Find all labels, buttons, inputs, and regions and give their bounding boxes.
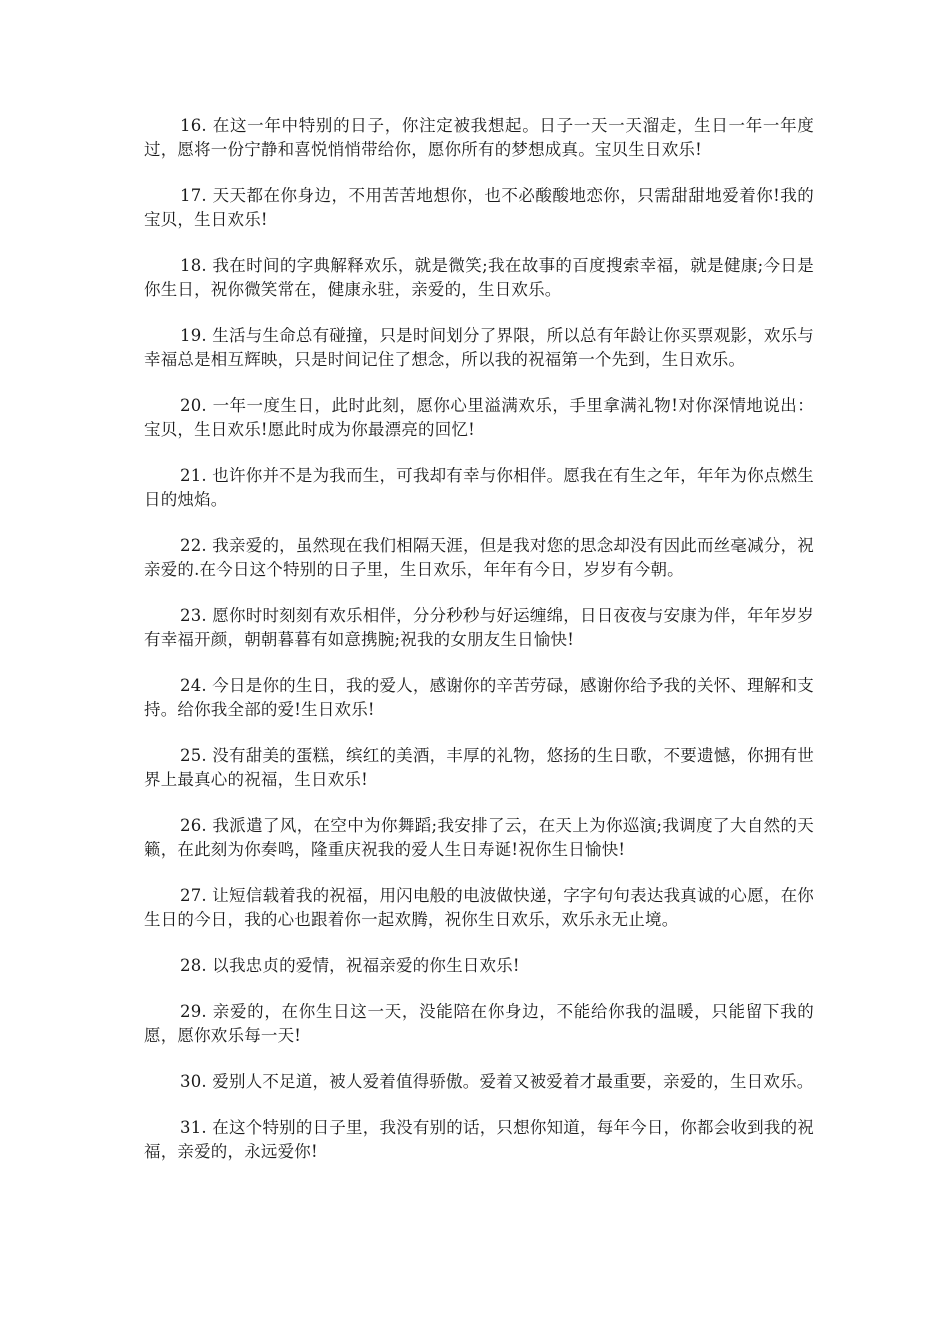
wish-paragraph-22: 22. 我亲爱的，虽然现在我们相隔天涯，但是我对您的思念却没有因此而丝毫减分，祝亲爱的.在今日这个特别的日子里，生日欢乐，年年有今日，岁岁有今朝。	[144, 536, 814, 579]
wish-paragraph-19: 19. 生活与生命总有碰撞，只是时间划分了界限，所以总有年龄让你买票观影，欢乐与幸福总是相互辉映，只是时间记住了想念，所以我的祝福第一个先到，生日欢乐。	[144, 326, 814, 369]
wish-paragraph-30: 30. 爱别人不足道，被人爱着值得骄傲。爱着又被爱着才最重要，亲爱的，生日欢乐。	[180, 1072, 814, 1091]
wish-paragraph-23: 23. 愿你时时刻刻有欢乐相伴，分分秒秒与好运缠绵，日日夜夜与安康为伴，年年岁岁有幸福开颜，朝朝暮暮有如意携腕;祝我的女朋友生日愉快!	[144, 606, 814, 649]
document-body	[144, 114, 814, 1186]
wish-paragraph-31: 31. 在这个特别的日子里，我没有别的话，只想你知道，每年今日，你都会收到我的祝福，亲爱的，永远爱你!	[144, 1118, 814, 1161]
wish-paragraph-21: 21. 也许你并不是为我而生，可我却有幸与你相伴。愿我在有生之年，年年为你点燃生日的烛焰。	[144, 466, 814, 509]
wish-paragraph-17: 17. 天天都在你身边，不用苦苦地想你，也不必酸酸地恋你，只需甜甜地爱着你!我的宝贝，生日欢乐!	[144, 186, 814, 229]
wish-paragraph-25: 25. 没有甜美的蛋糕，缤红的美酒，丰厚的礼物，悠扬的生日歌，不要遗憾，你拥有世界上最真心的祝福，生日欢乐!	[144, 746, 814, 789]
wish-paragraph-26: 26. 我派遣了风，在空中为你舞蹈;我安排了云，在天上为你巡演;我调度了大自然的天籁，在此刻为你奏鸣，隆重庆祝我的爱人生日寿诞!祝你生日愉快!	[144, 816, 814, 859]
wish-paragraph-18: 18. 我在时间的字典解释欢乐，就是微笑;我在故事的百度搜索幸福，就是健康;今日是你生日，祝你微笑常在，健康永驻，亲爱的，生日欢乐。	[144, 256, 814, 299]
wish-paragraph-20: 20. 一年一度生日，此时此刻，愿你心里溢满欢乐，手里拿满礼物!对你深情地说出：宝贝，生日欢乐!愿此时成为你最漂亮的回忆!	[144, 396, 814, 439]
wish-paragraph-16: 16. 在这一年中特别的日子，你注定被我想起。日子一天一天溜走，生日一年一年度过，愿将一份宁静和喜悦悄悄带给你，愿你所有的梦想成真。宝贝生日欢乐!	[144, 116, 814, 159]
wish-paragraph-28: 28. 以我忠贞的爱情，祝福亲爱的你生日欢乐!	[180, 956, 520, 975]
wish-paragraph-24: 24. 今日是你的生日，我的爱人，感谢你的辛苦劳碌，感谢你给予我的关怀、理解和支持。给你我全部的爱!生日欢乐!	[144, 676, 814, 719]
wish-paragraph-29: 29. 亲爱的，在你生日这一天，没能陪在你身边，不能给你我的温暖，只能留下我的愿，愿你欢乐每一天!	[144, 1002, 814, 1045]
wish-paragraph-27: 27. 让短信载着我的祝福，用闪电般的电波做快递，字字句句表达我真诚的心愿，在你生日的今日，我的心也跟着你一起欢腾，祝你生日欢乐，欢乐永无止境。	[144, 886, 814, 929]
